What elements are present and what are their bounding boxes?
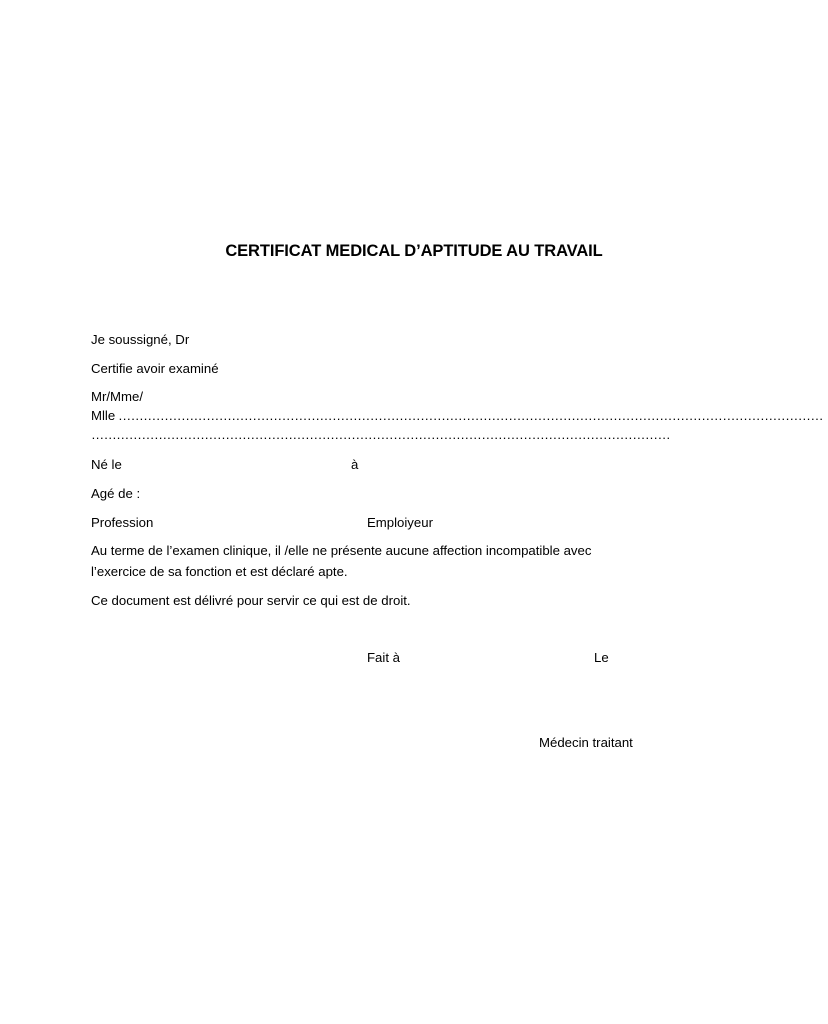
document-title: CERTIFICAT MEDICAL D’APTITUDE AU TRAVAIL <box>225 242 603 260</box>
soussigne-line: Je soussigné, Dr <box>91 332 190 347</box>
aptitude-paragraph-line-1: Au terme de l’examen clinique, il /elle ne présente aucune affection incompatible avec <box>91 543 592 558</box>
civilite-label: Mr/Mme/ <box>91 389 144 404</box>
certifie-line: Certifie avoir examiné <box>91 361 219 376</box>
droit-line: Ce document est délivré pour servir ce qui est de droit. <box>91 593 411 608</box>
medecin-signature-label: Médecin traitant <box>539 735 633 750</box>
mlle-label: Mlle <box>91 408 116 423</box>
employeur-label: Emploiyeur <box>367 515 433 530</box>
fait-a-label: Fait à <box>367 650 400 665</box>
ne-le-label: Né le <box>91 457 122 472</box>
lieu-naissance-label: à <box>351 457 359 472</box>
aptitude-paragraph-line-2: l’exercice de sa fonction et est déclaré apte. <box>91 564 348 579</box>
name-dotted-line-1: …………………………………………………………………………………………………………………………………………………… <box>118 408 823 423</box>
date-le-label: Le <box>594 650 609 665</box>
name-dotted-line-2: ………………………………………………………………………………………………………………………… <box>91 427 671 442</box>
profession-label: Profession <box>91 515 154 530</box>
age-label: Agé de : <box>91 486 141 501</box>
